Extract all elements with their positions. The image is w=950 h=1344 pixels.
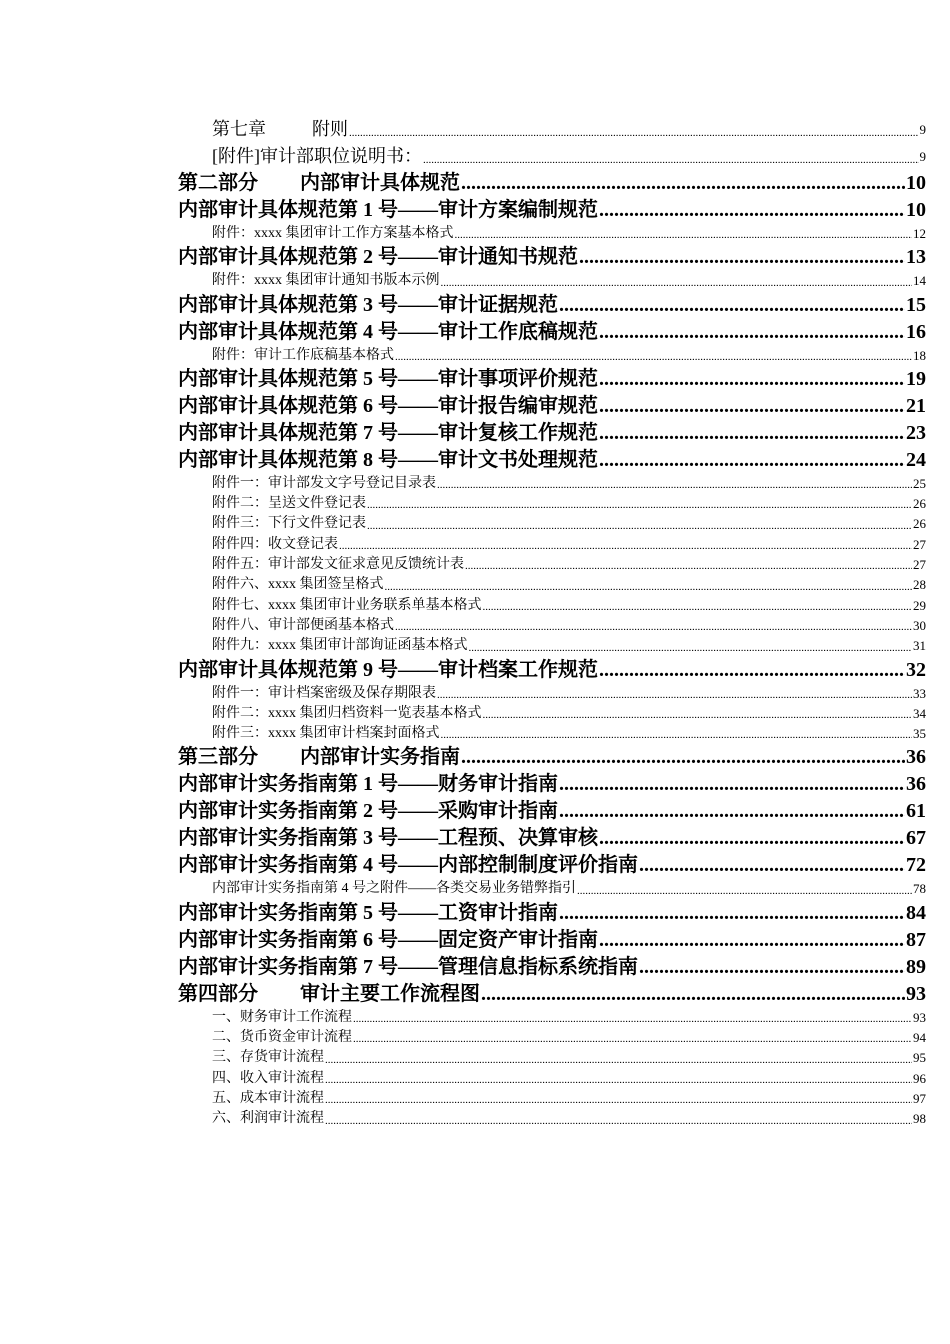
toc-entry-title: 附件六、xxxx 集团签呈格式 xyxy=(212,577,384,593)
toc-leader-dots xyxy=(483,707,913,724)
toc-entry[interactable] xyxy=(178,420,926,447)
toc-entry[interactable] xyxy=(178,771,926,798)
toc-entry[interactable] xyxy=(178,447,926,474)
toc-page-number: 26 xyxy=(913,516,926,532)
toc-leader-dots xyxy=(599,927,905,954)
toc-entry-title: 附件一：审计部发文字号登记目录表 xyxy=(212,475,436,491)
toc-entry-title: 内部审计实务指南第 5 号——工资审计指南 xyxy=(178,901,558,924)
toc-entry[interactable] xyxy=(178,636,926,656)
toc-entry[interactable] xyxy=(178,244,926,271)
toc-entry[interactable] xyxy=(178,900,926,927)
toc-entry-title: 五、成本审计流程 xyxy=(212,1090,324,1106)
toc-entry-title: 内部审计具体规范第 5 号——审计事项评价规范 xyxy=(178,367,598,390)
toc-entry-title: 附件五：审计部发文征求意见反馈统计表 xyxy=(212,557,464,573)
toc-entry-title: 内部审计具体规范第 3 号——审计证据规范 xyxy=(178,293,558,316)
toc-entry[interactable] xyxy=(178,657,926,684)
toc-leader-dots xyxy=(367,518,912,535)
toc-entry-title: 附件：xxxx 集团审计工作方案基本格式 xyxy=(212,226,454,241)
toc-entry[interactable] xyxy=(178,346,926,366)
toc-leader-dots xyxy=(437,687,912,704)
toc-entry[interactable] xyxy=(178,319,926,346)
toc-page-number: 26 xyxy=(913,496,926,512)
toc-entry[interactable] xyxy=(178,143,926,170)
toc-entry-title: 三、存货审计流程 xyxy=(212,1050,324,1066)
toc-entry-title: 第二部分 内部审计具体规范 xyxy=(178,172,460,194)
toc-page-number: 31 xyxy=(913,638,926,654)
toc-entry[interactable] xyxy=(178,981,926,1008)
toc-entry[interactable] xyxy=(178,494,926,514)
toc-entry[interactable] xyxy=(178,366,926,393)
toc-entry[interactable] xyxy=(178,1028,926,1048)
toc-entry[interactable] xyxy=(178,116,926,143)
toc-leader-dots xyxy=(469,640,913,657)
toc-leader-dots xyxy=(339,538,912,555)
table-of-contents xyxy=(178,116,926,1130)
toc-entry[interactable] xyxy=(178,555,926,575)
toc-page-number: 67 xyxy=(906,827,926,850)
toc-entry[interactable] xyxy=(178,224,926,244)
toc-entry[interactable] xyxy=(178,393,926,420)
toc-entry-title: 内部审计实务指南第 4 号之附件——各类交易业务错弊指引 xyxy=(212,881,576,897)
toc-leader-dots xyxy=(599,825,905,852)
toc-entry-title: 附件八、审计部便函基本格式 xyxy=(212,617,394,633)
toc-entry[interactable] xyxy=(178,798,926,825)
toc-leader-dots xyxy=(559,798,905,825)
toc-page-number: 21 xyxy=(906,394,926,417)
toc-leader-dots xyxy=(599,393,905,420)
toc-leader-dots xyxy=(577,883,912,900)
toc-page-number: 96 xyxy=(913,1070,926,1086)
toc-leader-dots xyxy=(349,123,919,143)
toc-page-number: 13 xyxy=(906,246,926,269)
toc-leader-dots xyxy=(441,275,913,292)
toc-leader-dots xyxy=(599,447,905,474)
toc-page-number: 32 xyxy=(906,658,926,681)
toc-page-number: 23 xyxy=(906,421,926,444)
toc-leader-dots xyxy=(395,349,912,366)
toc-page-number: 89 xyxy=(906,955,926,978)
toc-entry-title: 二、货币资金审计流程 xyxy=(212,1030,352,1046)
toc-leader-dots xyxy=(639,852,905,879)
toc-entry-title: 附件三：下行文件登记表 xyxy=(212,516,366,532)
toc-leader-dots xyxy=(385,579,913,596)
toc-entry[interactable] xyxy=(178,852,926,879)
toc-entry-title: 内部审计实务指南第 4 号——内部控制制度评价指南 xyxy=(178,854,638,877)
toc-leader-dots xyxy=(367,497,912,514)
toc-page-number: 98 xyxy=(913,1111,926,1127)
toc-entry-title: 第七章 附则 xyxy=(212,119,348,139)
toc-entry[interactable] xyxy=(178,879,926,899)
toc-leader-dots xyxy=(325,1113,912,1130)
toc-entry[interactable] xyxy=(178,927,926,954)
toc-entry-title: 内部审计具体规范第 8 号——审计文书处理规范 xyxy=(178,448,598,471)
toc-page-number: 36 xyxy=(906,773,926,796)
toc-page-number: 16 xyxy=(906,320,926,343)
toc-page-number: 97 xyxy=(913,1090,926,1106)
toc-entry-title: 内部审计具体规范第 9 号——审计档案工作规范 xyxy=(178,658,598,681)
toc-leader-dots xyxy=(465,558,912,575)
toc-entry[interactable] xyxy=(178,704,926,724)
toc-entry[interactable] xyxy=(178,1008,926,1028)
toc-entry[interactable] xyxy=(178,170,926,197)
toc-page-number: 10 xyxy=(906,172,926,194)
toc-entry-title: 附件二：呈送文件登记表 xyxy=(212,496,366,512)
toc-page-number: 14 xyxy=(913,273,926,289)
toc-entry[interactable] xyxy=(178,596,926,616)
toc-leader-dots xyxy=(437,477,912,494)
toc-page-number: 93 xyxy=(906,982,926,1005)
toc-entry-title: 附件一：审计档案密级及保存期限表 xyxy=(212,685,436,701)
toc-entry-title: 附件二：xxxx 集团归档资料一览表基本格式 xyxy=(212,705,482,721)
toc-leader-dots xyxy=(461,170,905,197)
toc-entry[interactable] xyxy=(178,474,926,494)
toc-entry[interactable] xyxy=(178,1048,926,1068)
toc-leader-dots xyxy=(481,981,905,1008)
toc-entry[interactable] xyxy=(178,197,926,224)
toc-leader-dots xyxy=(325,1052,912,1069)
toc-leader-dots xyxy=(483,599,913,616)
toc-leader-dots xyxy=(559,771,905,798)
toc-entry-title: 内部审计实务指南第 1 号——财务审计指南 xyxy=(178,773,558,796)
toc-entry-title: 附件七、xxxx 集团审计业务联系单基本格式 xyxy=(212,597,482,613)
toc-entry[interactable] xyxy=(178,514,926,534)
toc-page-number: 33 xyxy=(913,685,926,701)
toc-page-number: 34 xyxy=(913,705,926,721)
toc-entry[interactable] xyxy=(178,292,926,319)
toc-entry-title: 内部审计实务指南第 3 号——工程预、决算审核 xyxy=(178,827,598,850)
toc-entry[interactable] xyxy=(178,575,926,595)
toc-page-number: 78 xyxy=(913,881,926,897)
toc-page-number: 95 xyxy=(913,1050,926,1066)
toc-entry[interactable] xyxy=(178,1109,926,1129)
toc-leader-dots xyxy=(559,292,905,319)
toc-page-number: 36 xyxy=(906,746,926,769)
toc-leader-dots xyxy=(559,900,905,927)
toc-entry[interactable] xyxy=(178,535,926,555)
toc-leader-dots xyxy=(423,150,919,170)
toc-leader-dots xyxy=(599,366,905,393)
toc-leader-dots xyxy=(325,1092,912,1109)
toc-entry-title: 附件：xxxx 集团审计通知书版本示例 xyxy=(212,273,440,289)
toc-page-number: 24 xyxy=(906,448,926,471)
toc-page-number: 87 xyxy=(906,928,926,951)
toc-entry-title: 附件：审计工作底稿基本格式 xyxy=(212,347,394,363)
toc-page-number: 27 xyxy=(913,557,926,573)
toc-entry-title: 内部审计具体规范第 1 号——审计方案编制规范 xyxy=(178,199,598,221)
toc-entry-title: 内部审计具体规范第 4 号——审计工作底稿规范 xyxy=(178,320,598,343)
toc-leader-dots xyxy=(455,227,913,244)
toc-entry-title: 附件四：收文登记表 xyxy=(212,536,338,552)
toc-leader-dots xyxy=(461,744,905,771)
toc-entry-title: 第三部分 内部审计实务指南 xyxy=(178,746,460,769)
toc-page-number: 94 xyxy=(913,1030,926,1046)
toc-leader-dots xyxy=(579,244,905,271)
toc-page-number: 9 xyxy=(919,122,926,137)
toc-entry-title: 内部审计具体规范第 2 号——审计通知书规范 xyxy=(178,246,578,269)
toc-page-number: 12 xyxy=(913,226,926,241)
toc-entry[interactable] xyxy=(178,744,926,771)
toc-entry-title: 内部审计具体规范第 7 号——审计复核工作规范 xyxy=(178,421,598,444)
toc-entry-title: [附件]审计部职位说明书： xyxy=(212,146,422,166)
toc-entry-title: 四、收入审计流程 xyxy=(212,1070,324,1086)
toc-page-number: 18 xyxy=(913,347,926,363)
toc-entry[interactable] xyxy=(178,1089,926,1109)
toc-entry-title: 内部审计实务指南第 7 号——管理信息指标系统指南 xyxy=(178,955,638,978)
toc-leader-dots xyxy=(395,619,912,636)
toc-entry-title: 第四部分 审计主要工作流程图 xyxy=(178,982,480,1005)
toc-leader-dots xyxy=(599,420,905,447)
toc-page-number: 27 xyxy=(913,536,926,552)
toc-page-number: 93 xyxy=(913,1009,926,1025)
toc-entry-title: 一、财务审计工作流程 xyxy=(212,1009,352,1025)
toc-page-number: 10 xyxy=(906,199,926,221)
toc-leader-dots xyxy=(441,727,913,744)
toc-entry[interactable] xyxy=(178,1069,926,1089)
toc-page-number: 19 xyxy=(906,367,926,390)
toc-entry-title: 附件三：xxxx 集团审计档案封面格式 xyxy=(212,726,440,742)
toc-entry[interactable] xyxy=(178,684,926,704)
toc-entry-title: 内部审计实务指南第 6 号——固定资产审计指南 xyxy=(178,928,598,951)
toc-leader-dots xyxy=(325,1072,912,1089)
toc-leader-dots xyxy=(353,1031,912,1048)
toc-page-number: 35 xyxy=(913,726,926,742)
toc-entry-title: 附件九：xxxx 集团审计部询证函基本格式 xyxy=(212,638,468,654)
toc-page-number: 25 xyxy=(913,475,926,491)
toc-leader-dots xyxy=(599,657,905,684)
toc-leader-dots xyxy=(599,319,905,346)
toc-page-number: 72 xyxy=(906,854,926,877)
toc-entry[interactable] xyxy=(178,616,926,636)
toc-page-number: 30 xyxy=(913,617,926,633)
toc-leader-dots xyxy=(599,197,905,224)
toc-entry[interactable] xyxy=(178,724,926,744)
toc-page-number: 29 xyxy=(913,597,926,613)
toc-leader-dots xyxy=(353,1011,912,1028)
toc-leader-dots xyxy=(639,954,905,981)
toc-entry-title: 内部审计实务指南第 2 号——采购审计指南 xyxy=(178,800,558,823)
toc-entry[interactable] xyxy=(178,954,926,981)
toc-page-number: 28 xyxy=(913,577,926,593)
toc-page-number: 15 xyxy=(906,293,926,316)
toc-page-number: 9 xyxy=(919,149,926,164)
toc-entry[interactable] xyxy=(178,271,926,291)
toc-entry[interactable] xyxy=(178,825,926,852)
toc-entry-title: 六、利润审计流程 xyxy=(212,1111,324,1127)
toc-page-number: 84 xyxy=(906,901,926,924)
toc-entry-title: 内部审计具体规范第 6 号——审计报告编审规范 xyxy=(178,394,598,417)
toc-page-number: 61 xyxy=(906,800,926,823)
